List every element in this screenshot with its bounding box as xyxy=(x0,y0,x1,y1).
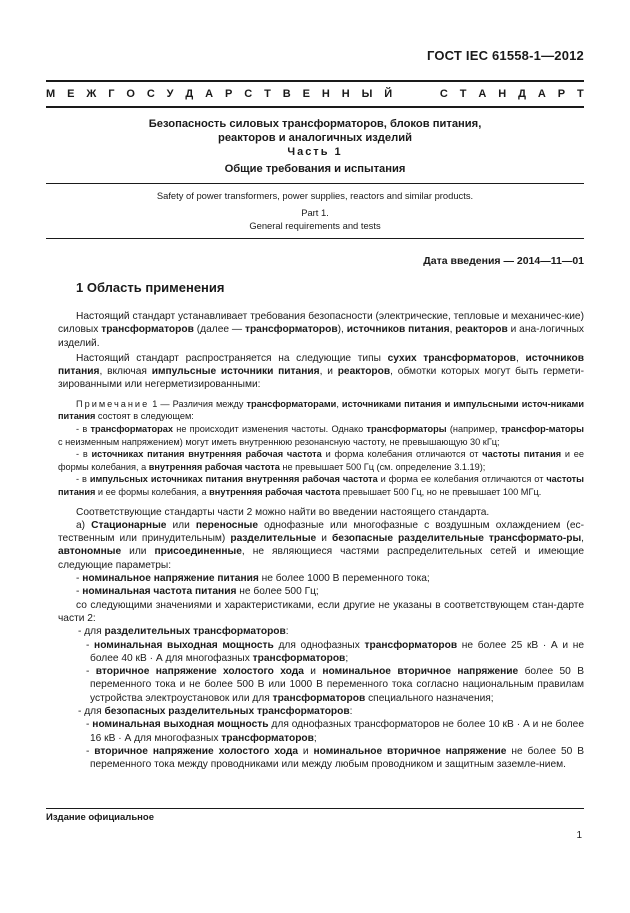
text-run: не превышает 500 Гц (см. определение 3.1.19); xyxy=(279,461,486,472)
sub-sub-list-item xyxy=(58,745,584,772)
emphasized-term: сухих трансформаторов xyxy=(387,352,516,364)
emphasized-term: присоединенные xyxy=(154,546,242,558)
text-run: , xyxy=(581,533,585,545)
emphasized-term: трансформаторов xyxy=(244,324,338,336)
text-run: : xyxy=(285,626,289,638)
emphasized-term: номинальная выходная мощность xyxy=(94,639,274,651)
section-title: 1 Область применения xyxy=(76,280,225,295)
emphasized-term: импульсные источники питания xyxy=(151,366,320,378)
text-run: и xyxy=(303,666,323,678)
text-run: - для xyxy=(78,626,105,638)
emphasized-term: номинальное вторичное напряжение xyxy=(313,745,507,757)
banner-letter: С xyxy=(439,88,448,100)
emphasized-term: реакторов xyxy=(337,366,391,378)
text-run: , xyxy=(515,352,526,364)
english-title-line-2: Part 1. xyxy=(301,207,329,218)
text-run: Настоящий стандарт распространяется на следующие типы xyxy=(76,352,388,364)
banner-letter: Е xyxy=(302,88,310,100)
emphasized-term: трансформаторов xyxy=(364,639,458,651)
banner-letter: А xyxy=(478,88,487,100)
official-edition-label: Издание официальное xyxy=(46,812,154,823)
text-run: и форма ее колебания отличаются от xyxy=(377,474,547,485)
banner-letter: У xyxy=(166,88,174,100)
banner-letter: Т xyxy=(264,88,271,100)
emphasized-term: трансформаторов xyxy=(272,692,366,704)
text-run: , обмотки которых могут быть гермети-зированными или негерметизированными: xyxy=(58,366,584,391)
introduction-date: Дата введения — 2014—11—01 xyxy=(423,255,584,267)
emphasized-term: внутренняя рабочая частота xyxy=(209,486,341,497)
banner-letter xyxy=(404,88,410,100)
title-line-2: реакторов и аналогичных изделий xyxy=(218,132,412,144)
text-run: - в xyxy=(76,423,91,434)
text-run: или xyxy=(121,546,155,558)
banner-letter: А xyxy=(205,88,214,100)
emphasized-term: трансформаторов xyxy=(221,732,314,744)
part-label: Часть 1 xyxy=(287,146,343,158)
text-run: и форма колебания отличаются от xyxy=(321,449,483,460)
note-block xyxy=(58,398,584,499)
sub-list-item xyxy=(58,705,584,718)
banner-letter: Н xyxy=(498,88,507,100)
text-run: не происходит изменения частоты. Однако xyxy=(172,423,367,434)
text-run: - для xyxy=(78,705,105,717)
banner-letter: Д xyxy=(518,88,526,100)
emphasized-term: автономные xyxy=(58,546,122,558)
emphasized-term: переносные xyxy=(195,519,258,531)
text-run: Примечание xyxy=(76,398,150,409)
text-run: однофазные или многофазные с воздушным охлаждением (ес-тественным или принудительным) xyxy=(58,519,584,545)
text-run: и ее формы колебания, а xyxy=(95,486,210,497)
text-run: - xyxy=(86,666,96,678)
emphasized-term: импульсных источниках питания внутренняя рабочая частота xyxy=(89,474,378,485)
banner-top-rule xyxy=(46,80,584,82)
banner-letter: Р xyxy=(557,88,566,100)
banner-letter: О xyxy=(126,88,135,100)
text-run: а) xyxy=(76,519,92,531)
text-run: Настоящий стандарт устанавливает требования безопасности (электрические, тепловые и механичес-кие) силовых xyxy=(58,311,584,336)
text-run: с неизменным напряжением) могут иметь внутреннюю резонансную частоту, не превышающую 30 кГц; xyxy=(58,436,500,447)
banner-letter: Р xyxy=(225,88,233,100)
paragraph xyxy=(58,310,584,350)
text-run: - xyxy=(76,586,83,598)
english-divider xyxy=(46,238,584,239)
emphasized-term: безопасные разделительные трансформато-ры xyxy=(331,533,582,545)
list-item xyxy=(58,585,584,598)
emphasized-term: безопасных разделительных трансформаторов xyxy=(104,705,350,717)
emphasized-term: разделительные xyxy=(230,533,317,545)
text-run: , включая xyxy=(99,366,152,378)
emphasized-term: разделительных трансформаторов xyxy=(104,626,286,638)
emphasized-term: трансформаторов xyxy=(101,324,194,336)
footer-rule xyxy=(46,808,584,809)
text-run: (например, xyxy=(446,423,501,434)
title-line-1: Безопасность силовых трансформаторов, блоков питания, xyxy=(148,118,482,130)
banner-letter xyxy=(422,88,428,100)
title-divider xyxy=(46,183,584,184)
emphasized-term: трансформаторах xyxy=(90,423,173,434)
text-run: - xyxy=(86,745,95,757)
paragraph xyxy=(58,352,584,392)
emphasized-term: источников питания xyxy=(346,324,450,336)
text-run: - в xyxy=(76,474,90,485)
text-run: не более 500 Гц; xyxy=(236,586,319,598)
sub-sub-list-item xyxy=(58,665,584,705)
note-item xyxy=(58,423,584,448)
banner-letter: В xyxy=(282,88,291,100)
banner-letter: Ж xyxy=(86,88,97,100)
emphasized-term: номинальное вторичное напряжение xyxy=(322,666,519,678)
emphasized-term: номинальная частота питания xyxy=(82,586,237,598)
text-run: со следующими значениями и характеристиками, если другие не указаны в соответствующем стан-дарте части 2: xyxy=(58,599,584,624)
banner-letter: М xyxy=(46,88,56,100)
text-run: более 50 В переменного тока и не более 500 В или 1000 В переменного тока согласно национальным правилам устройства электроустановок или для xyxy=(90,666,584,704)
banner-letter: Ы xyxy=(361,88,373,100)
note-item xyxy=(58,473,584,498)
text-run: и xyxy=(316,533,332,545)
banner-letter: Т xyxy=(577,88,584,100)
emphasized-term: трансфор-маторы xyxy=(500,423,585,434)
text-run: - xyxy=(86,719,93,731)
text-run: , xyxy=(336,398,342,409)
paragraph xyxy=(58,506,584,519)
banner-letter: Е xyxy=(67,88,75,100)
sub-list-item xyxy=(58,625,584,638)
banner-letter: Й xyxy=(384,88,393,100)
emphasized-term: частоты питания xyxy=(482,449,562,460)
banner-bottom-rule xyxy=(46,106,584,108)
emphasized-term: реакторов xyxy=(455,324,508,336)
banner-letter: Н xyxy=(321,88,330,100)
text-run: и ее формы колебания, а xyxy=(58,449,585,472)
banner-letter: С xyxy=(146,88,155,100)
emphasized-term: вторичное напряжение холостого хода xyxy=(95,666,304,678)
banner-letter: Д xyxy=(185,88,194,100)
banner-letter: Г xyxy=(108,88,115,100)
standard-code: ГОСТ IEC 61558-1—2012 xyxy=(426,48,584,63)
text-run: не более 1000 В переменного тока; xyxy=(258,573,430,585)
english-title-line-3: General requirements and tests xyxy=(249,220,381,231)
emphasized-term: частоты питания xyxy=(58,474,585,497)
emphasized-term: источников питания xyxy=(58,352,584,378)
text-run: ; xyxy=(345,652,349,664)
text-run: , и xyxy=(319,366,338,378)
text-run: : xyxy=(349,705,353,717)
emphasized-term: трансформаторов xyxy=(252,652,346,664)
banner-letter: С xyxy=(244,88,253,100)
emphasized-term: трансформаторы xyxy=(366,423,447,434)
list-item xyxy=(58,572,584,585)
emphasized-term: источниках питания внутренняя рабочая частота xyxy=(91,449,322,460)
note-item xyxy=(58,448,584,473)
text-run: Соответствующие стандарты части 2 можно найти во введении настоящего стандарта. xyxy=(76,506,490,518)
emphasized-term: Стационарные xyxy=(91,519,167,531)
emphasized-term: внутренняя рабочая частота xyxy=(148,461,280,472)
text-run: не более 25 кВ · А и не более 40 кВ · А для многофазных xyxy=(90,639,584,664)
text-run: состоят в следующем: xyxy=(95,411,194,422)
text-run: - в xyxy=(76,449,92,460)
text-run: не более 50 В переменного тока между проводниками или между любым проводником и защитным заземле-нием. xyxy=(90,745,584,771)
text-run: и ана-логичных изделий. xyxy=(58,324,585,349)
text-run: специального назначения; xyxy=(365,692,494,704)
text-run: ; xyxy=(313,732,317,744)
text-run: , не являющиеся частями распределительных сетей и имеющие следующие параметры: xyxy=(58,546,584,571)
emphasized-term: вторичное напряжение холостого хода xyxy=(94,745,298,757)
interstate-standard-banner xyxy=(46,88,584,100)
text-run: для однофазных xyxy=(273,639,365,651)
paragraph xyxy=(58,519,584,572)
text-run: для однофазных трансформаторов не более 10 кВ · А и не более 16 кВ · А для многофазных xyxy=(90,719,585,744)
text-run: - xyxy=(76,573,83,585)
text-run: превышает 500 Гц, но не превышает 100 МГц. xyxy=(340,486,542,497)
text-run: 1 — Различия между xyxy=(149,398,247,409)
text-run: ), xyxy=(337,324,347,336)
sub-sub-list-item xyxy=(58,718,584,745)
body-text xyxy=(58,310,584,771)
text-run: , xyxy=(449,324,456,336)
banner-letter: Т xyxy=(459,88,467,100)
note-paragraph xyxy=(58,398,584,423)
text-run: или xyxy=(166,519,196,531)
emphasized-term: трансформаторами xyxy=(246,398,337,409)
emphasized-term: номинальное напряжение питания xyxy=(82,573,259,585)
banner-letter: А xyxy=(537,88,546,100)
banner-letter: Н xyxy=(341,88,350,100)
paragraph xyxy=(58,599,584,626)
emphasized-term: источниками питания и импульсными источ-никами питания xyxy=(58,398,584,422)
english-title-line-1: Safety of power transformers, power supplies, reactors and similar products. xyxy=(156,190,474,201)
text-run: и xyxy=(298,745,314,757)
page-number: 1 xyxy=(576,830,582,841)
text-run: - xyxy=(86,639,95,651)
subtitle: Общие требования и испытания xyxy=(224,163,406,175)
emphasized-term: номинальная выходная мощность xyxy=(92,719,269,731)
text-run: (далее — xyxy=(193,324,245,336)
sub-sub-list-item xyxy=(58,639,584,666)
